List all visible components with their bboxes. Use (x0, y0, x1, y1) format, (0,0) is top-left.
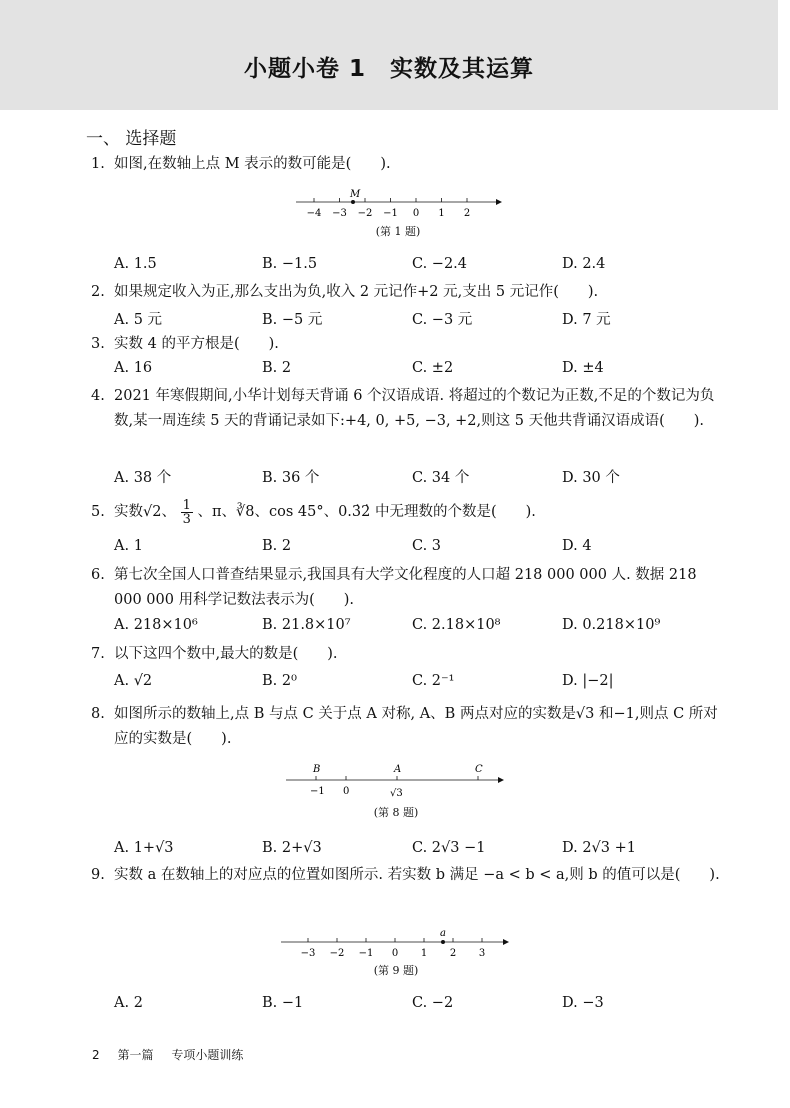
option-c: C. −3 元 (412, 312, 473, 328)
question-text: 实数 a 在数轴上的对应点的位置如图所示. 若实数 b 满足 −a < b < a,则 b 的值可以是( ). (114, 867, 720, 883)
numerator: 1 (182, 497, 191, 513)
option-d: D. 30 个 (562, 470, 620, 486)
option-d: D. 2√3 +1 (562, 840, 637, 856)
tick-label: −1 (383, 208, 398, 219)
option-c: C. 2⁻¹ (412, 673, 455, 689)
figure-caption: (第 1 题) (375, 225, 421, 238)
footer-name: 专项小题训练 (171, 1048, 244, 1062)
number-line-q9 (275, 926, 515, 962)
tick-label: −1 (358, 948, 374, 959)
question-6 (91, 563, 721, 613)
question-5 (91, 497, 721, 527)
tick-label: 0 (391, 948, 399, 959)
options-q2 (114, 308, 734, 330)
tick-label: 3 (478, 948, 486, 959)
question-number: 3. (91, 336, 105, 352)
options-q5 (114, 538, 734, 560)
question-2 (91, 280, 721, 305)
question-text-post: 、π、∛8、cos 45°、0.3̇2̇ 中无理数的个数是( ). (197, 504, 536, 520)
question-text: 以下这四个数中,最大的数是( ). (114, 646, 338, 662)
point-label-c: C (475, 764, 483, 775)
question-number: 5. (91, 504, 105, 520)
option-c: C. 34 个 (412, 470, 470, 486)
question-9 (91, 863, 721, 888)
question-text: 第七次全国人口普查结果显示,我国具有大学文化程度的人口超 218 000 000 人. 数据 218 000 000 用科学记数法表示为( ). (114, 567, 697, 608)
option-a: A. 16 (114, 360, 153, 376)
option-a: A. 1 (114, 538, 143, 554)
question-text: 如果规定收入为正,那么支出为负,收入 2 元记作+2 元,支出 5 元记作( ). (114, 284, 599, 300)
number-line-q8 (280, 762, 510, 804)
option-d: D. ±4 (562, 360, 604, 376)
question-text: 2021 年寒假期间,小华计划每天背诵 6 个汉语成语. 将超过的个数记为正数,不足的个数记为负数,某一周连续 5 天的背诵记录如下:+4, 0, +5, −3, +2,则这 5 天他共背诵汉语成语( ). (114, 388, 715, 429)
option-a: A. 1+√3 (114, 840, 174, 856)
option-b: B. −1 (262, 995, 304, 1011)
option-d: D. −3 (562, 995, 604, 1011)
question-7 (91, 642, 721, 667)
question-1 (91, 152, 721, 177)
question-text: 如图,在数轴上点 M 表示的数可能是( ). (114, 156, 391, 172)
option-b: B. 21.8×10⁷ (262, 617, 351, 633)
tick-label: 2 (449, 948, 457, 959)
option-c: C. 2.18×10⁸ (412, 617, 501, 633)
tick-label: −2 (329, 948, 345, 959)
question-number: 2. (91, 284, 105, 300)
option-b: B. 36 个 (262, 470, 320, 486)
option-d: D. 0.218×10⁹ (562, 617, 661, 633)
tick-label: −3 (332, 208, 347, 219)
option-d: D. |−2| (562, 673, 614, 689)
options-q9 (114, 995, 734, 1017)
option-b: B. 2⁰ (262, 673, 297, 689)
option-a: A. 2 (114, 995, 143, 1011)
question-number: 4. (91, 388, 105, 404)
option-a: A. 38 个 (114, 470, 172, 486)
point-label-a: a (440, 928, 446, 939)
options-q4 (114, 466, 734, 488)
tick-label: −1 (310, 786, 325, 797)
point-label-a: A (394, 764, 402, 775)
tick-label: −4 (306, 208, 322, 219)
figure-caption: (第 9 题) (373, 964, 419, 977)
fraction (181, 499, 193, 526)
option-d: D. 7 元 (562, 312, 611, 328)
options-q3 (114, 360, 734, 382)
options-q7 (114, 673, 734, 695)
option-c: C. 3 (412, 538, 442, 554)
option-b: B. 2 (262, 538, 292, 554)
option-b: B. −1.5 (262, 256, 318, 272)
question-text: 如图所示的数轴上,点 B 与点 C 关于点 A 对称, A、B 两点对应的实数是√3 和−1,则点 C 所对应的实数是( ). (114, 706, 718, 747)
point-label-m: M (350, 189, 361, 200)
question-number: 7. (91, 646, 105, 662)
denominator: 3 (182, 511, 191, 527)
tick-label: √3 (390, 788, 403, 799)
page-title: 小题小卷 1 实数及其运算 (243, 56, 534, 82)
page-number: 2 (92, 1048, 100, 1062)
point-label-b: B (313, 764, 321, 775)
option-b: B. −5 元 (262, 312, 323, 328)
options-q8 (114, 840, 734, 862)
option-a: A. 218×10⁶ (114, 617, 198, 633)
figure-caption: (第 8 题) (373, 806, 419, 819)
tick-label: −2 (357, 208, 373, 219)
question-text: 实数 4 的平方根是( ). (114, 336, 279, 352)
tick-label: 1 (438, 208, 445, 219)
tick-label: −3 (300, 948, 316, 959)
option-b: B. 2+√3 (262, 840, 322, 856)
number-line-q1 (290, 186, 510, 222)
option-c: C. 2√3 −1 (412, 840, 486, 856)
option-b: B. 2 (262, 360, 292, 376)
option-c: C. −2 (412, 995, 454, 1011)
option-d: D. 4 (562, 538, 592, 554)
option-a: A. √2 (114, 673, 153, 689)
tick-label: 0 (412, 208, 420, 219)
question-number: 6. (91, 567, 105, 583)
option-c: C. ±2 (412, 360, 454, 376)
options-q1 (114, 256, 734, 278)
question-text-pre: 实数√2、 (114, 504, 176, 520)
tick-label: 1 (420, 948, 428, 959)
option-a: A. 5 元 (114, 312, 163, 328)
option-c: C. −2.4 (412, 256, 468, 272)
option-a: A. 1.5 (114, 256, 157, 272)
question-number: 9. (91, 867, 105, 883)
question-3 (91, 332, 721, 357)
page-footer (92, 1046, 257, 1063)
question-number: 1. (91, 156, 105, 172)
tick-label: 0 (343, 786, 350, 797)
tick-label: 2 (463, 208, 471, 219)
question-4 (91, 384, 721, 434)
section-heading: 一、 选择题 (86, 129, 177, 149)
footer-part: 第一篇 (117, 1048, 154, 1062)
question-number: 8. (91, 706, 105, 722)
options-q6 (114, 617, 734, 639)
question-8 (91, 702, 721, 752)
option-d: D. 2.4 (562, 256, 606, 272)
